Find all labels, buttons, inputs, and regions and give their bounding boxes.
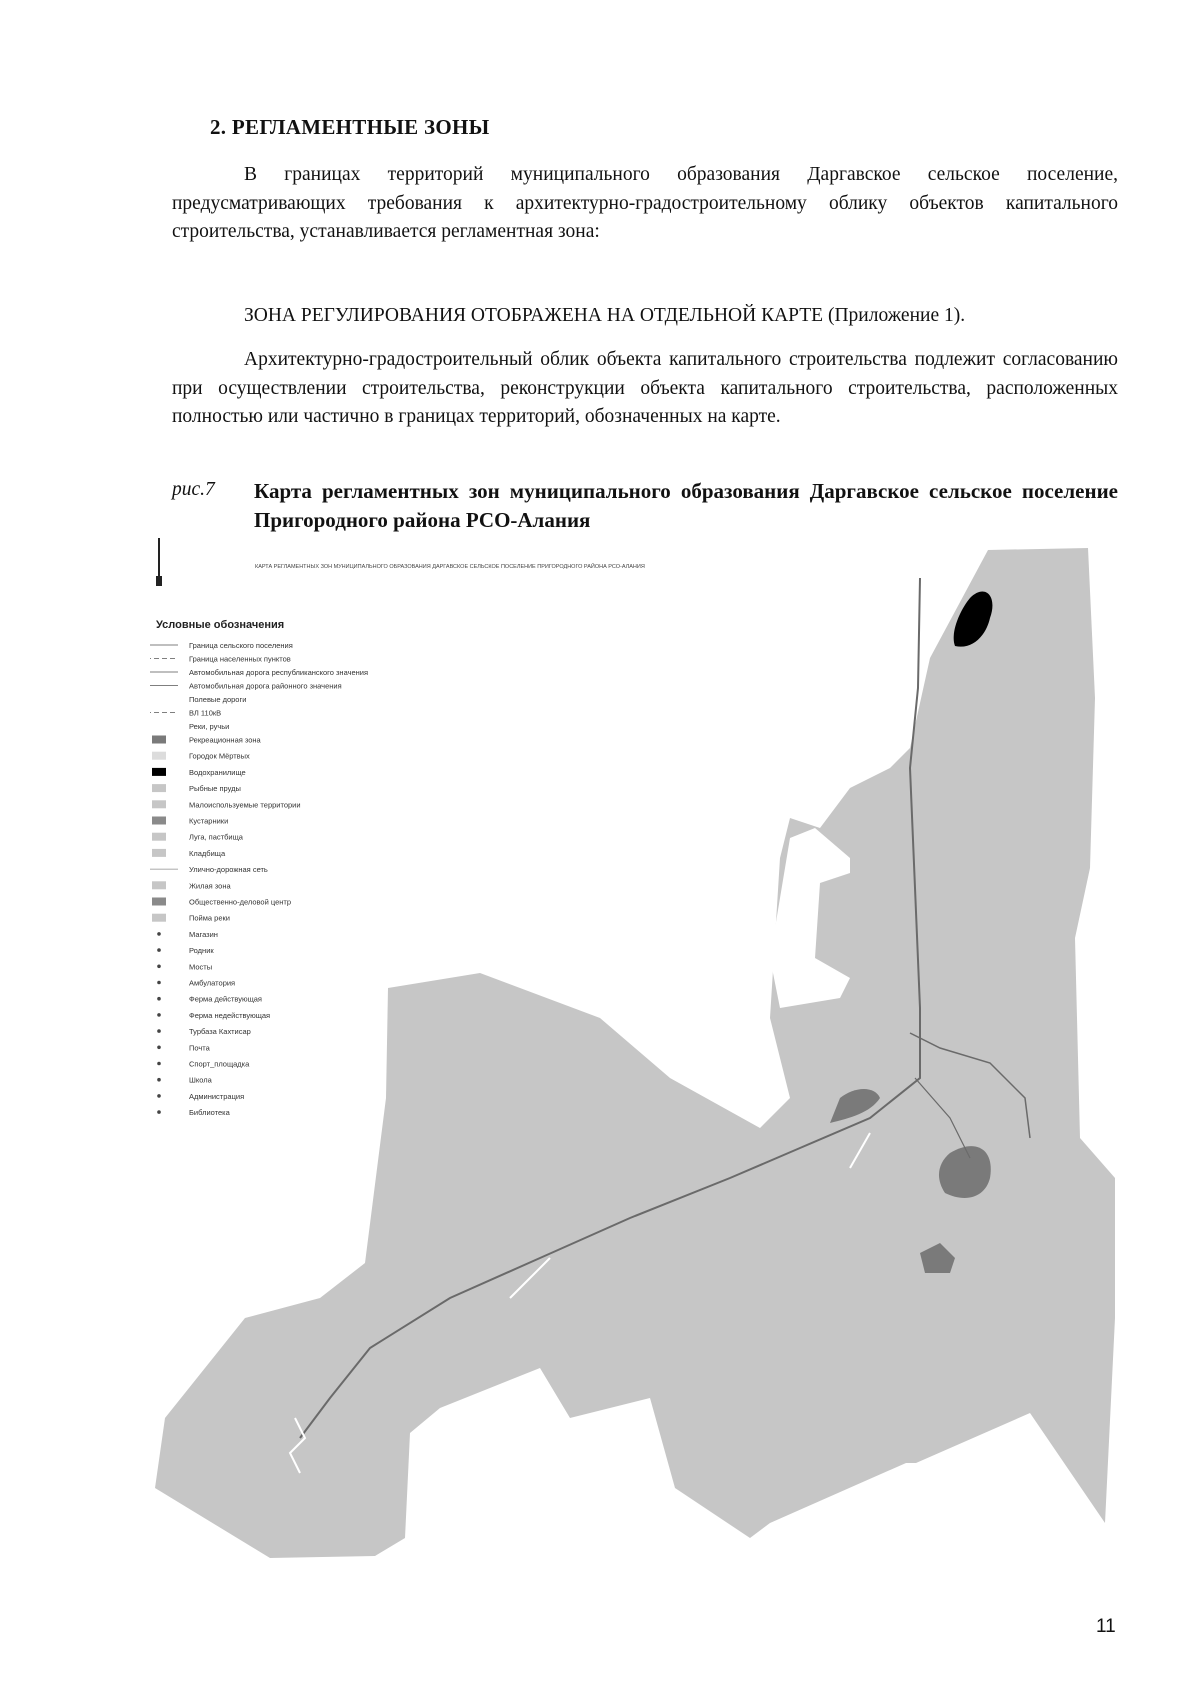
legend-item bbox=[157, 930, 218, 939]
legend-item bbox=[150, 668, 368, 677]
legend-item bbox=[157, 1092, 244, 1101]
legend-label: Амбулатория bbox=[189, 978, 236, 988]
legend-label: ВЛ 110кВ bbox=[189, 708, 222, 718]
legend-label: Родник bbox=[189, 946, 214, 956]
legend-item bbox=[157, 1060, 250, 1069]
legend-item bbox=[152, 849, 226, 858]
legend-item bbox=[152, 736, 262, 745]
legend-symbol bbox=[152, 833, 166, 841]
legend-item bbox=[157, 1027, 251, 1036]
legend-symbol bbox=[157, 997, 161, 1001]
legend-symbol bbox=[152, 817, 166, 825]
legend-symbol bbox=[152, 881, 166, 889]
legend-label: Мосты bbox=[189, 962, 213, 972]
legend-label: Автомобильная дорога республиканского значения bbox=[189, 668, 369, 677]
legend-item bbox=[157, 995, 262, 1004]
legend-label: Луга, пастбища bbox=[189, 832, 243, 842]
legend-item bbox=[150, 865, 268, 874]
legend-label: Администрация bbox=[189, 1091, 245, 1101]
legend-label: Автомобильная дорога районного значения bbox=[189, 681, 342, 691]
legend-label: Реки, ручьи bbox=[189, 722, 230, 731]
legend-symbol bbox=[157, 1062, 161, 1066]
legend-item bbox=[152, 752, 250, 761]
section-heading: 2. РЕГЛАМЕНТНЫЕ ЗОНЫ bbox=[210, 115, 490, 139]
legend-label: Улично-дорожная сеть bbox=[189, 865, 268, 875]
legend-symbol bbox=[152, 800, 166, 808]
legend-item bbox=[150, 682, 342, 691]
figure-label: рис.7 bbox=[172, 479, 215, 500]
legend-symbol bbox=[157, 1078, 161, 1082]
legend-label: Общественно-деловой центр bbox=[189, 897, 292, 907]
legend-label: Кладбища bbox=[189, 848, 226, 858]
legend-symbol bbox=[157, 948, 161, 952]
legend-label: Граница населенных пунктов bbox=[189, 654, 291, 664]
legend-item bbox=[152, 768, 246, 777]
legend-symbol bbox=[157, 932, 161, 936]
legend-symbol bbox=[157, 1094, 161, 1098]
legend-item bbox=[189, 722, 229, 731]
legend-label: Жилая зона bbox=[189, 881, 231, 891]
legend-symbol bbox=[157, 1029, 161, 1033]
intro-paragraph: В границах территорий муниципального образования Даргавское сельское поселение, предусматривающих требования к архитектурно-градостроительному облику объектов капитального строительства, устанавливается регламентная зона: bbox=[172, 164, 1118, 242]
legend-item bbox=[157, 1108, 230, 1117]
legend-symbol bbox=[152, 736, 166, 744]
legend-item bbox=[152, 800, 301, 809]
approval-paragraph: Архитектурно-градостроительный облик объекта капитального строительства подлежит согласованию при осуществлении строительства, реконструкции объекта капитального строительства, расположенных полностью или частично в границах территорий, обозначенных на карте. bbox=[172, 349, 1118, 427]
legend-item bbox=[157, 1076, 212, 1085]
legend-item bbox=[150, 655, 291, 664]
legend-symbol bbox=[152, 898, 166, 906]
legend-label: Ферма недействующая bbox=[189, 1010, 271, 1020]
legend-item bbox=[152, 914, 230, 923]
regulation-zones-map bbox=[150, 538, 1116, 1558]
legend-label: Граница сельского поселения bbox=[189, 641, 293, 650]
legend-item bbox=[157, 962, 212, 971]
legend bbox=[150, 641, 368, 1117]
legend-label: Турбаза Кахтисар bbox=[189, 1027, 251, 1037]
legend-label: Пойма реки bbox=[189, 913, 230, 923]
legend-symbol bbox=[157, 1013, 161, 1017]
legend-symbol bbox=[157, 981, 161, 985]
legend-label: Полевые дороги bbox=[189, 695, 247, 704]
legend-label: Водохранилище bbox=[189, 767, 246, 777]
legend-label: Рыбные пруды bbox=[189, 784, 241, 794]
legend-label: Школа bbox=[189, 1075, 212, 1085]
legend-label: Магазин bbox=[189, 929, 218, 939]
legend-symbol bbox=[157, 965, 161, 969]
legend-symbol bbox=[152, 914, 166, 922]
legend-item bbox=[157, 1011, 270, 1020]
legend-item bbox=[189, 695, 246, 704]
map-inner-title: КАРТА РЕГЛАМЕНТНЫХ ЗОН МУНИЦИПАЛЬНОГО ОБРАЗОВАНИЯ ДАРГАВСКОЕ СЕЛЬСКОЕ ПОСЕЛЕНИЕ ПРИГОРОДНОГО РАЙОНА РСО-АЛАНИЯ bbox=[255, 564, 645, 570]
legend-item bbox=[152, 898, 291, 907]
legend-symbol bbox=[152, 784, 166, 792]
legend-label: Кустарники bbox=[189, 816, 229, 826]
zone-note: ЗОНА РЕГУЛИРОВАНИЯ ОТОБРАЖЕНА НА ОТДЕЛЬНОЙ КАРТЕ (Приложение 1). bbox=[244, 305, 966, 326]
legend-title: Условные обозначения bbox=[156, 619, 285, 631]
legend-label: Малоиспользуемые территории bbox=[189, 800, 301, 810]
legend-item bbox=[157, 946, 214, 955]
legend-item bbox=[152, 833, 244, 842]
figure-caption: Карта регламентных зон муниципального образования Даргавское сельское поселение Пригородного района РСО-Алания bbox=[254, 479, 1118, 532]
legend-item bbox=[150, 641, 293, 650]
legend-label: Ферма действующая bbox=[189, 994, 262, 1004]
legend-label: Рекреационная зона bbox=[189, 735, 261, 745]
legend-item bbox=[157, 1043, 210, 1052]
legend-symbol bbox=[152, 752, 166, 760]
legend-symbol bbox=[152, 768, 166, 776]
legend-label: Почта bbox=[189, 1043, 210, 1053]
legend-label: Городок Мёртвых bbox=[189, 751, 250, 761]
legend-label: Спорт_площадка bbox=[189, 1059, 250, 1069]
north-arrow-icon bbox=[156, 538, 162, 586]
legend-symbol bbox=[152, 849, 166, 857]
legend-item bbox=[157, 979, 235, 988]
legend-label: Библиотека bbox=[189, 1108, 230, 1118]
legend-item bbox=[152, 817, 228, 826]
legend-item bbox=[152, 784, 241, 793]
territory-area bbox=[155, 548, 1115, 1558]
legend-symbol bbox=[157, 1110, 161, 1114]
page-number: 11 bbox=[1096, 1616, 1116, 1637]
legend-symbol bbox=[157, 1046, 161, 1050]
legend-item bbox=[152, 881, 231, 890]
legend-item bbox=[150, 709, 221, 718]
